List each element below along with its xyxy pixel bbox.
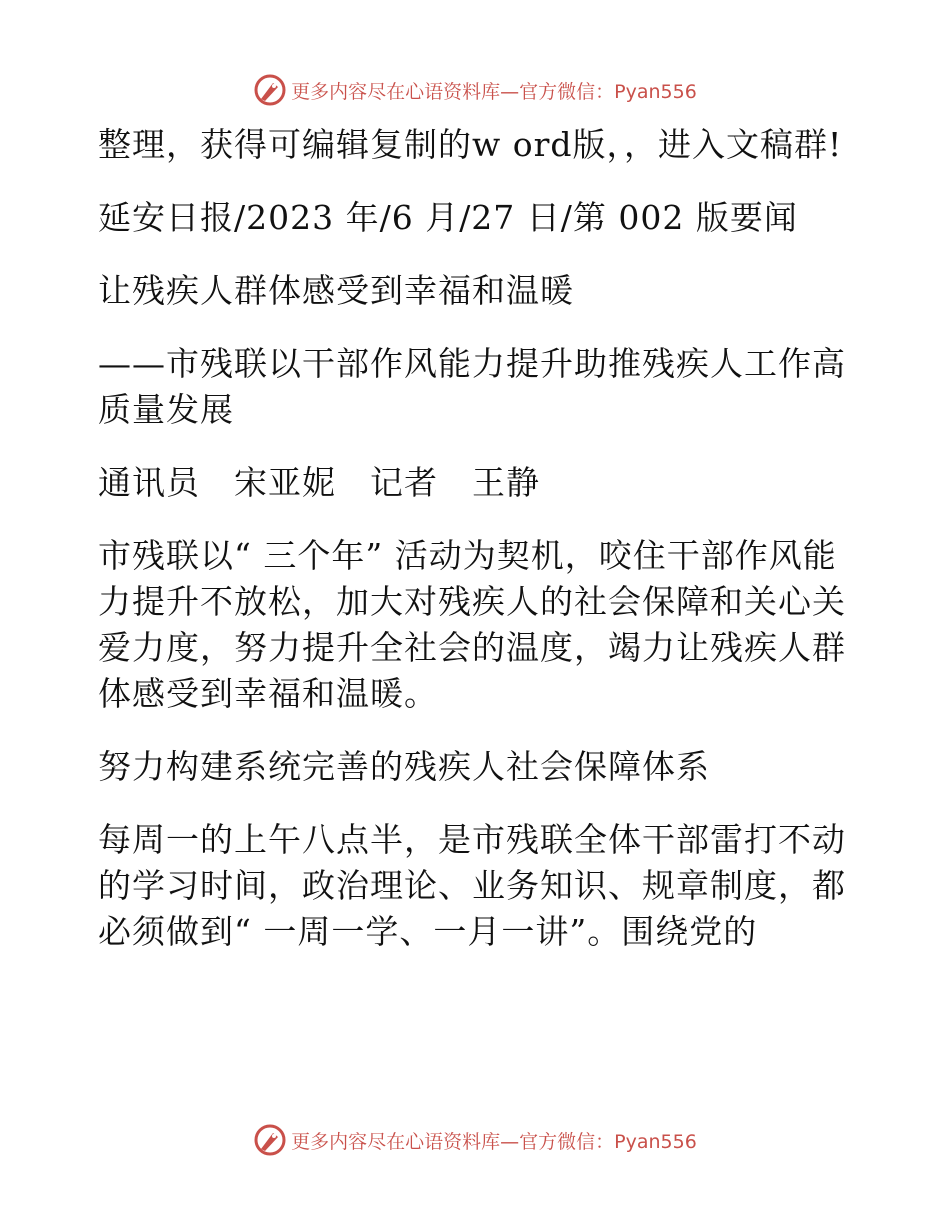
intro-paragraph: 整理，获得可编辑复制的w ord版，，进入文稿群! — [98, 125, 843, 164]
article-title: 让残疾人群体感受到幸福和温暖 — [98, 271, 574, 310]
body-paragraph: 市残联以“ 三个年” 活动为契机，咬住干部作风能力提升不放松，加大对残疾人的社会保障和关心关爱力度，努力提升全社会的温度，竭力让残疾人群体感受到幸福和温暖。 — [98, 536, 846, 713]
header-watermark-banner — [0, 70, 950, 110]
document-body — [98, 122, 858, 982]
watermark-text: 更多内容尽在心语资料库—官方微信：Pyan556 — [291, 80, 697, 103]
pen-nib-circle-logo-icon — [253, 1123, 287, 1157]
byline: 通讯员 宋亚妮 记者 王静 — [98, 463, 540, 502]
watermark-text: 更多内容尽在心语资料库—官方微信：Pyan556 — [291, 1130, 697, 1153]
section-heading: 努力构建系统完善的残疾人社会保障体系 — [98, 747, 710, 786]
body-paragraph: 每周一的上午八点半，是市残联全体干部雷打不动的学习时间，政治理论、业务知识、规章制度，都必须做到“ 一周一学、一月一讲”。围绕党的 — [98, 820, 846, 951]
article-subtitle: ——市残联以干部作风能力提升助推残疾人工作高质量发展 — [98, 344, 846, 429]
footer-watermark-banner — [0, 1120, 950, 1160]
pen-nib-circle-logo-icon — [253, 73, 287, 107]
source-line: 延安日报/2023 年/6 月/27 日/第 002 版要闻 — [98, 198, 798, 237]
